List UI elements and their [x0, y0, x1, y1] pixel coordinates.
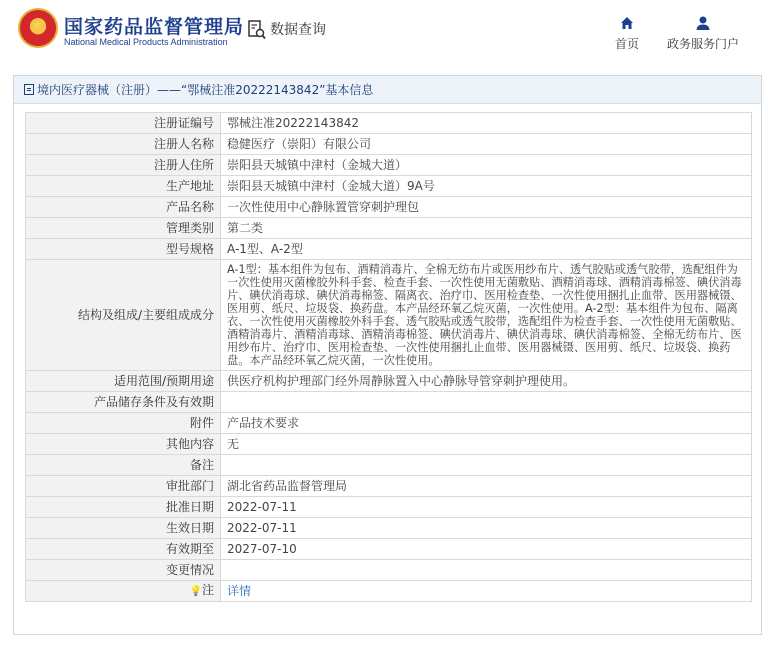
nav-home[interactable]	[613, 14, 641, 52]
detail-panel	[13, 75, 762, 635]
field-label	[26, 581, 221, 602]
nav-service-portal[interactable]	[664, 14, 742, 52]
nmpa-emblem-icon: ★	[18, 8, 58, 48]
field-label: 附件	[26, 413, 221, 434]
field-label: 备注	[26, 455, 221, 476]
table-row	[26, 434, 752, 455]
field-value	[221, 392, 752, 413]
table-row	[26, 518, 752, 539]
table-row	[26, 560, 752, 581]
site-header	[0, 0, 762, 66]
nav-home-label: 首页	[614, 37, 639, 51]
info-table	[25, 112, 752, 602]
panel-header	[14, 76, 761, 104]
field-value: 崇阳县天城镇中津村（金城大道）	[221, 155, 752, 176]
table-row	[26, 134, 752, 155]
field-value: 2022-07-11	[221, 497, 752, 518]
field-label: 结构及组成/主要组成成分	[26, 260, 221, 371]
table-row	[26, 176, 752, 197]
table-row	[26, 371, 752, 392]
field-value	[221, 581, 752, 602]
table-row	[26, 155, 752, 176]
table-row	[26, 455, 752, 476]
field-value: 第二类	[221, 218, 752, 239]
field-value: 2027-07-10	[221, 539, 752, 560]
nav-service-label: 政务服务门户	[666, 37, 739, 51]
site-subtitle: National Medical Products Administration	[64, 37, 228, 47]
details-link[interactable]: 详情	[227, 583, 252, 598]
field-label: 变更情况	[26, 560, 221, 581]
table-row	[26, 239, 752, 260]
table-row	[26, 260, 752, 371]
field-label: 有效期至	[26, 539, 221, 560]
field-label: 批准日期	[26, 497, 221, 518]
field-value: 一次性使用中心静脉置管穿刺护理包	[221, 197, 752, 218]
field-value: 无	[221, 434, 752, 455]
field-label: 产品名称	[26, 197, 221, 218]
field-value: 供医疗机构护理部门经外周静脉置入中心静脉导管穿刺护理使用。	[221, 371, 752, 392]
field-label: 注册人住所	[26, 155, 221, 176]
field-value: A-1型：基本组件为包布、酒精消毒片、全棉无纺布片或医用纱布片、透气胶贴或透气胶带，选配组件为一次性使用灭菌橡胶外科手套、检查手套、一次性使用无菌敷贴、酒精消毒球、酒精消毒棉签、碘伏消毒片、碘伏消毒球、碘伏消毒棉签、隔离衣、治疗巾、医用检查垫、一次性使用捆扎止血带、医用器械镊、医用剪、纸尺、垃圾袋、换药盘。本产品经环氧乙烷灭菌，一次性使用。A-2型：基本组件为包布、隔离衣、一次性使用灭菌橡胶外科手套、透气胶贴或透气胶带，选配组件为检查手套、一次性使用无菌敷贴、酒精消毒片、酒精消毒球、酒精消毒棉签、碘伏消毒片、碘伏消毒球、碘伏消毒棉签、全棉无纺布片、医用纱布片、治疗巾、医用检查垫、一次性使用捆扎止血带、医用器械镊、医用剪、纸尺、垃圾袋、换药盘。本产品经环氧乙烷灭菌，一次性使用。	[221, 260, 752, 371]
field-label: 产品储存条件及有效期	[26, 392, 221, 413]
note-label: 注	[201, 583, 214, 597]
table-row	[26, 581, 752, 602]
panel-title: 境内医疗器械（注册）——“鄂械注准20222143842”基本信息	[37, 83, 374, 97]
table-row	[26, 218, 752, 239]
field-label: 生产地址	[26, 176, 221, 197]
table-row	[26, 497, 752, 518]
table-row	[26, 392, 752, 413]
field-label: 注册证编号	[26, 113, 221, 134]
field-label: 其他内容	[26, 434, 221, 455]
field-value: 湖北省药品监督管理局	[221, 476, 752, 497]
data-query-link[interactable]: 数据查询	[270, 22, 326, 38]
table-row	[26, 113, 752, 134]
field-label: 型号规格	[26, 239, 221, 260]
document-icon	[24, 84, 34, 95]
field-value: 鄂械注准20222143842	[221, 113, 752, 134]
table-row	[26, 476, 752, 497]
field-value	[221, 455, 752, 476]
field-label: 管理类别	[26, 218, 221, 239]
user-icon	[664, 14, 742, 32]
home-icon	[613, 14, 641, 32]
field-value: A-1型、A-2型	[221, 239, 752, 260]
search-document-icon	[248, 20, 266, 40]
field-value: 崇阳县天城镇中津村（金城大道）9A号	[221, 176, 752, 197]
field-value: 稳健医疗（崇阳）有限公司	[221, 134, 752, 155]
site-title: 国家药品监督管理局	[64, 16, 245, 38]
field-value: 产品技术要求	[221, 413, 752, 434]
field-value	[221, 560, 752, 581]
field-label: 审批部门	[26, 476, 221, 497]
table-row	[26, 197, 752, 218]
field-label: 注册人名称	[26, 134, 221, 155]
field-label: 生效日期	[26, 518, 221, 539]
field-value: 2022-07-11	[221, 518, 752, 539]
info-bulb-icon: 💡	[189, 586, 202, 597]
table-row	[26, 539, 752, 560]
table-row	[26, 413, 752, 434]
field-label: 适用范围/预期用途	[26, 371, 221, 392]
